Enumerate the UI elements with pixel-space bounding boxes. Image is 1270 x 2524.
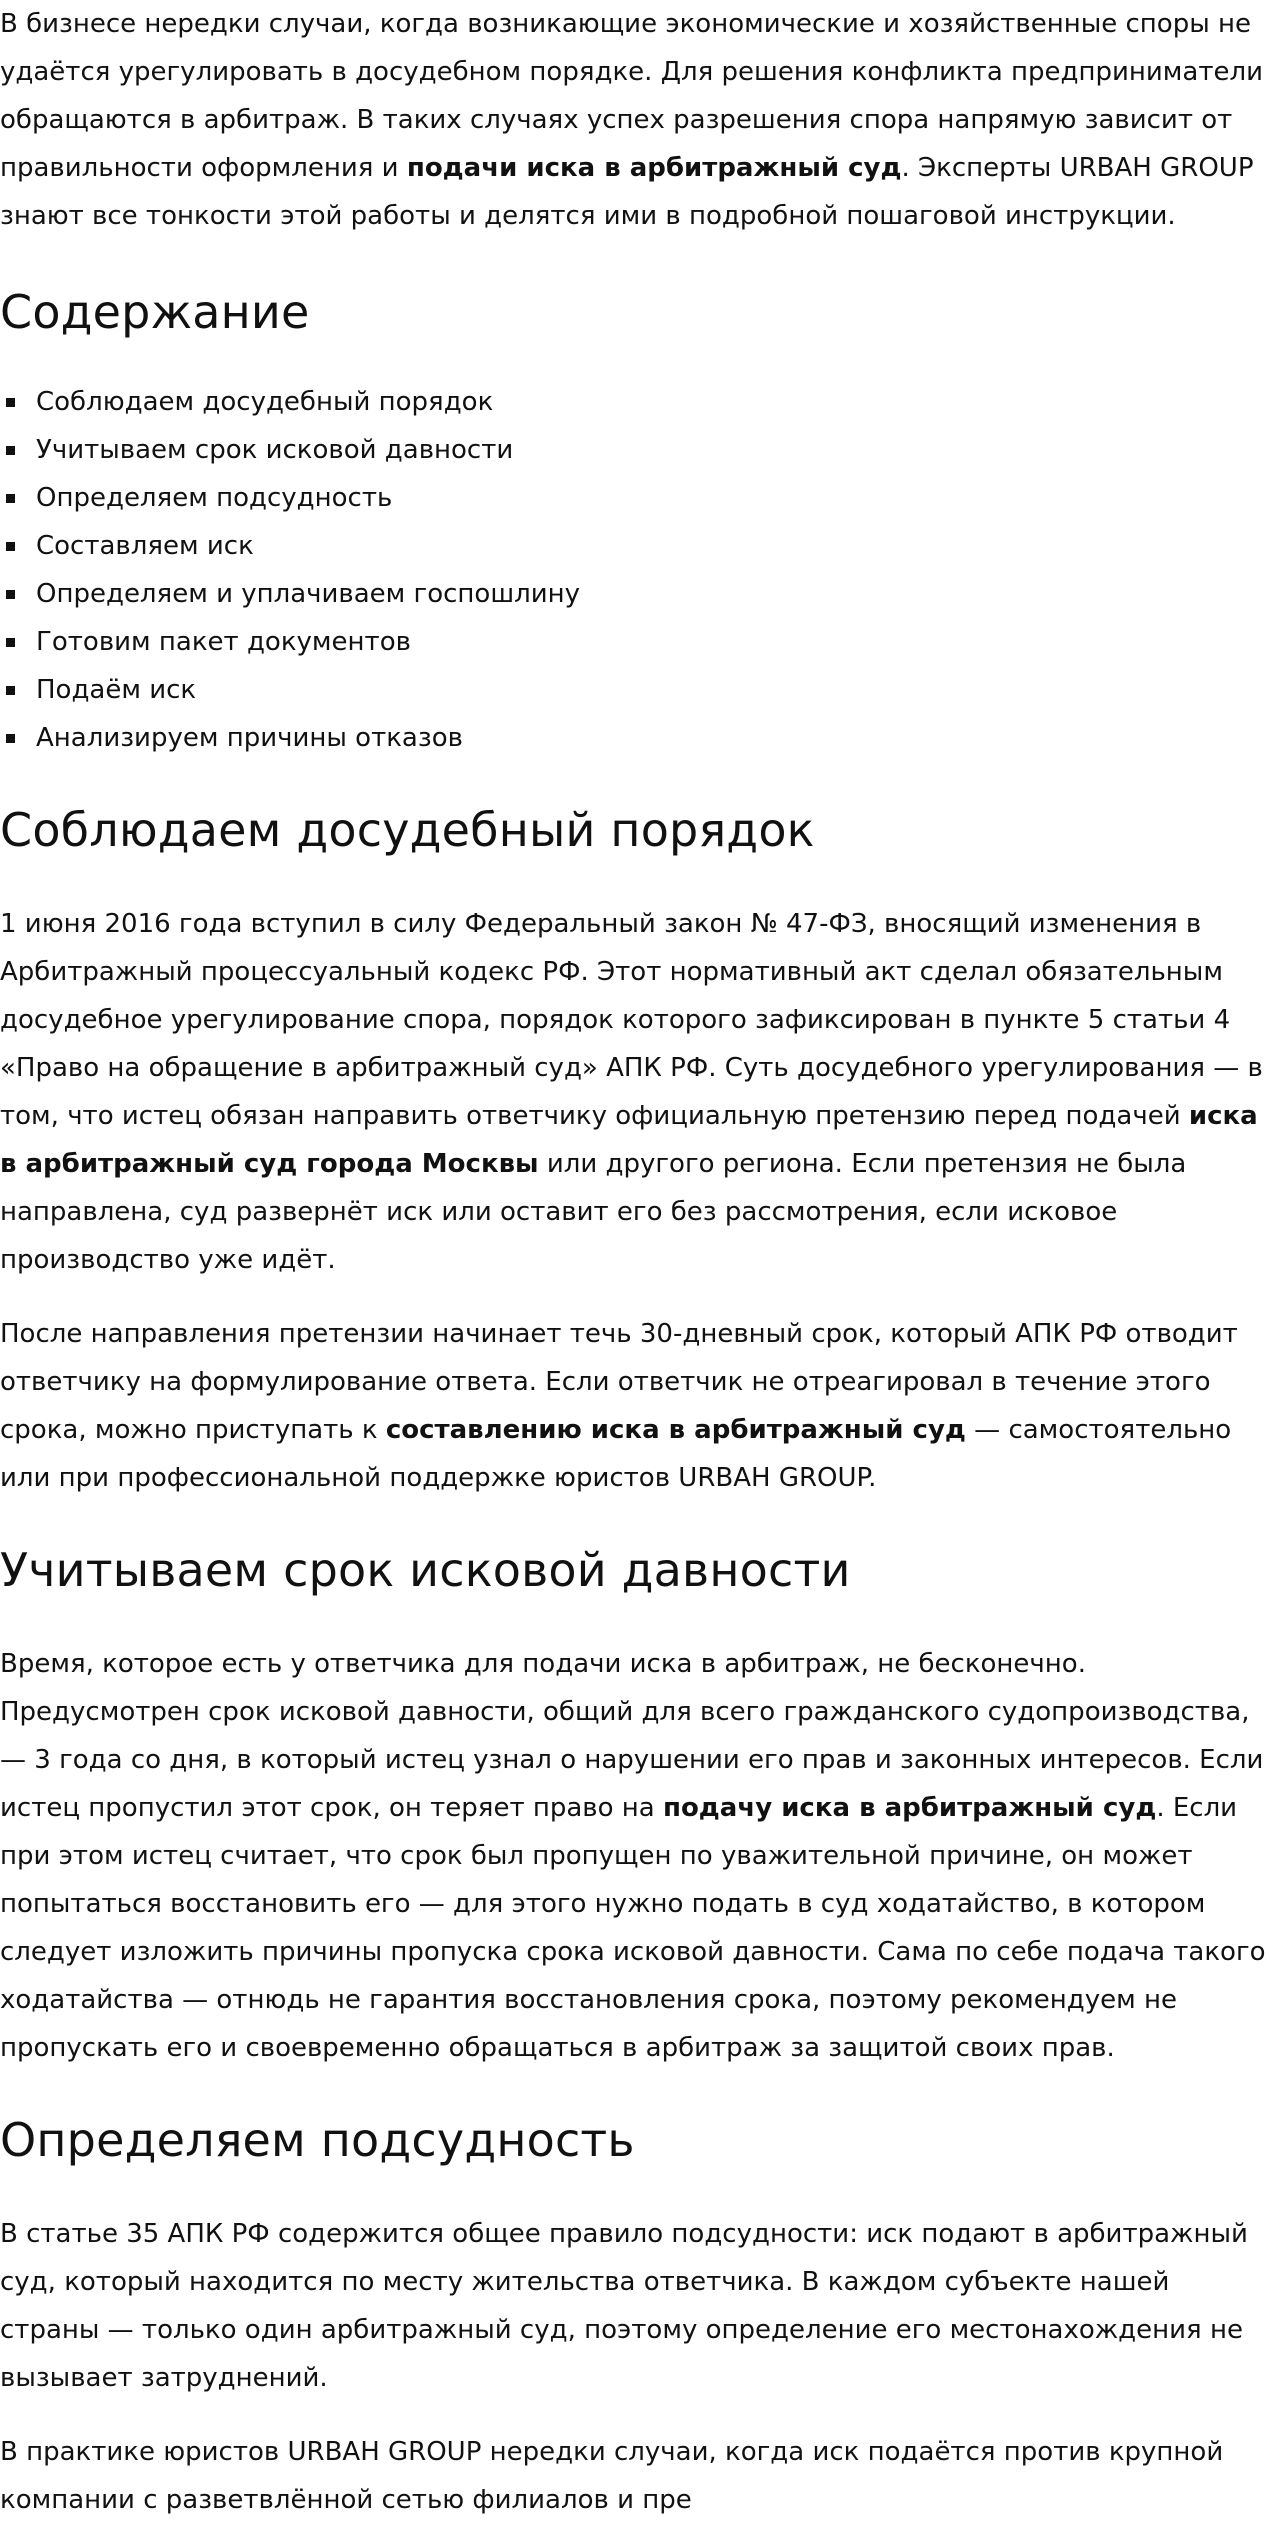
toc-link[interactable]: Анализируем причины отказов	[36, 723, 463, 753]
bold-keyword: подачу иска в арбитражный суд	[662, 1793, 1157, 1823]
square-bullet-icon	[6, 638, 15, 647]
intro-paragraph	[0, 0, 1270, 240]
bold-keyword: иска в арбитражный суд города Москвы	[0, 1101, 1258, 1179]
square-bullet-icon	[6, 590, 15, 599]
paragraph-text: или другого региона. Если претензия не была направлена, суд развернёт иск или оставит его без рассмотрения, если исковое производство уже идёт.	[0, 1149, 1187, 1275]
toc-item[interactable]	[0, 426, 1270, 474]
toc-item[interactable]	[0, 378, 1270, 426]
toc-title: Содержание	[0, 285, 310, 339]
intro-text-2: . Эксперты URBAH GROUP знают все тонкости этой работы и делятся ими в подробной пошаговой инструкции.	[0, 153, 1254, 231]
intro-bold-link: подачи иска в арбитражный суд	[406, 153, 902, 183]
square-bullet-icon	[6, 734, 15, 743]
toc-link[interactable]: Учитываем срок исковой давности	[36, 435, 514, 465]
toc-item[interactable]	[0, 522, 1270, 570]
toc-link[interactable]: Готовим пакет документов	[36, 627, 411, 657]
paragraph-text: 1 июня 2016 года вступил в силу Федеральный закон № 47-ФЗ, вносящий изменения в Арбитражный процессуальный кодекс РФ. Этот нормативный акт сделал обязательным досудебное урегулирование спора, порядок которого зафиксирован в пункте 5 статьи 4 «Право на обращение в арбитражный суд» АПК РФ. Суть досудебного урегулирования — в том, что истец обязан направить ответчику официальную претензию перед подачей	[0, 909, 1263, 1131]
paragraph-text: . Если при этом истец считает, что срок был пропущен по уважительной причине, он может попытаться восстановить его — для этого нужно подать в суд ходатайство, в котором следует изложить причины пропуска срока исковой давности. Сама по себе подача такого ходатайства — отнюдь не гарантия восстановления срока, поэтому рекомендуем не пропускать его и своевременно обращаться в арбитраж за защитой своих прав.	[0, 1793, 1266, 2063]
section-paragraph	[0, 1640, 1270, 2072]
toc-link[interactable]: Определяем и уплачиваем госпошлину	[36, 579, 581, 609]
square-bullet-icon	[6, 446, 15, 455]
toc-link[interactable]: Подаём иск	[36, 675, 197, 705]
square-bullet-icon	[6, 494, 15, 503]
intro-text-1: В бизнесе нередки случаи, когда возникающие экономические и хозяйственные споры не удаётся урегулировать в досудебном порядке. Для решения конфликта предприниматели обращаются в арбитраж. В таких случаях успех разрешения спора напрямую зависит от правильности оформления и	[0, 9, 1263, 183]
table-of-contents	[0, 378, 1270, 762]
paragraph-text: После направления претензии начинает течь 30-дневный срок, который АПК РФ отводит ответчику на формулирование ответа. Если ответчик не отреагировал в течение этого срока, можно приступать к	[0, 1319, 1238, 1445]
toc-link[interactable]: Определяем подсудность	[36, 483, 393, 513]
bold-keyword: составлению иска в арбитражный суд	[385, 1415, 966, 1445]
toc-item[interactable]	[0, 666, 1270, 714]
square-bullet-icon	[6, 542, 15, 551]
paragraph-text: — самостоятельно или при профессиональной поддержке юристов URBAH GROUP.	[0, 1415, 1232, 1493]
toc-item[interactable]	[0, 618, 1270, 666]
section-title-jurisdiction: Определяем подсудность	[0, 2113, 635, 2167]
toc-link[interactable]: Составляем иск	[36, 531, 254, 561]
toc-item[interactable]	[0, 714, 1270, 762]
section-title-limitation: Учитываем срок исковой давности	[0, 1543, 851, 1597]
square-bullet-icon	[6, 398, 15, 407]
section-paragraph: В статье 35 АПК РФ содержится общее правило подсудности: иск подают в арбитражный суд, который находится по месту жительства ответчика. В каждом субъекте нашей страны — только один арбитражный суд, поэтому определение его местонахождения не вызывает затруднений.	[0, 2219, 1248, 2393]
section-paragraph	[0, 1310, 1270, 1502]
square-bullet-icon	[6, 686, 15, 695]
toc-link[interactable]: Соблюдаем досудебный порядок	[36, 387, 494, 417]
paragraph-text: Время, которое есть у ответчика для подачи иска в арбитраж, не бесконечно. Предусмотрен срок исковой давности, общий для всего гражданского судопроизводства, — 3 года со дня, в который истец узнал о нарушении его прав и законных интересов. Если истец пропустил этот срок, он теряет право на	[0, 1649, 1264, 1823]
section-paragraph: В практике юристов URBAH GROUP нередки случаи, когда иск подаётся против крупной компании с разветвлённой сетью филиалов и пре	[0, 2437, 1224, 2515]
toc-item[interactable]	[0, 570, 1270, 618]
section-title-pretrial: Соблюдаем досудебный порядок	[0, 803, 815, 857]
toc-item[interactable]	[0, 474, 1270, 522]
section-paragraph	[0, 900, 1270, 1284]
